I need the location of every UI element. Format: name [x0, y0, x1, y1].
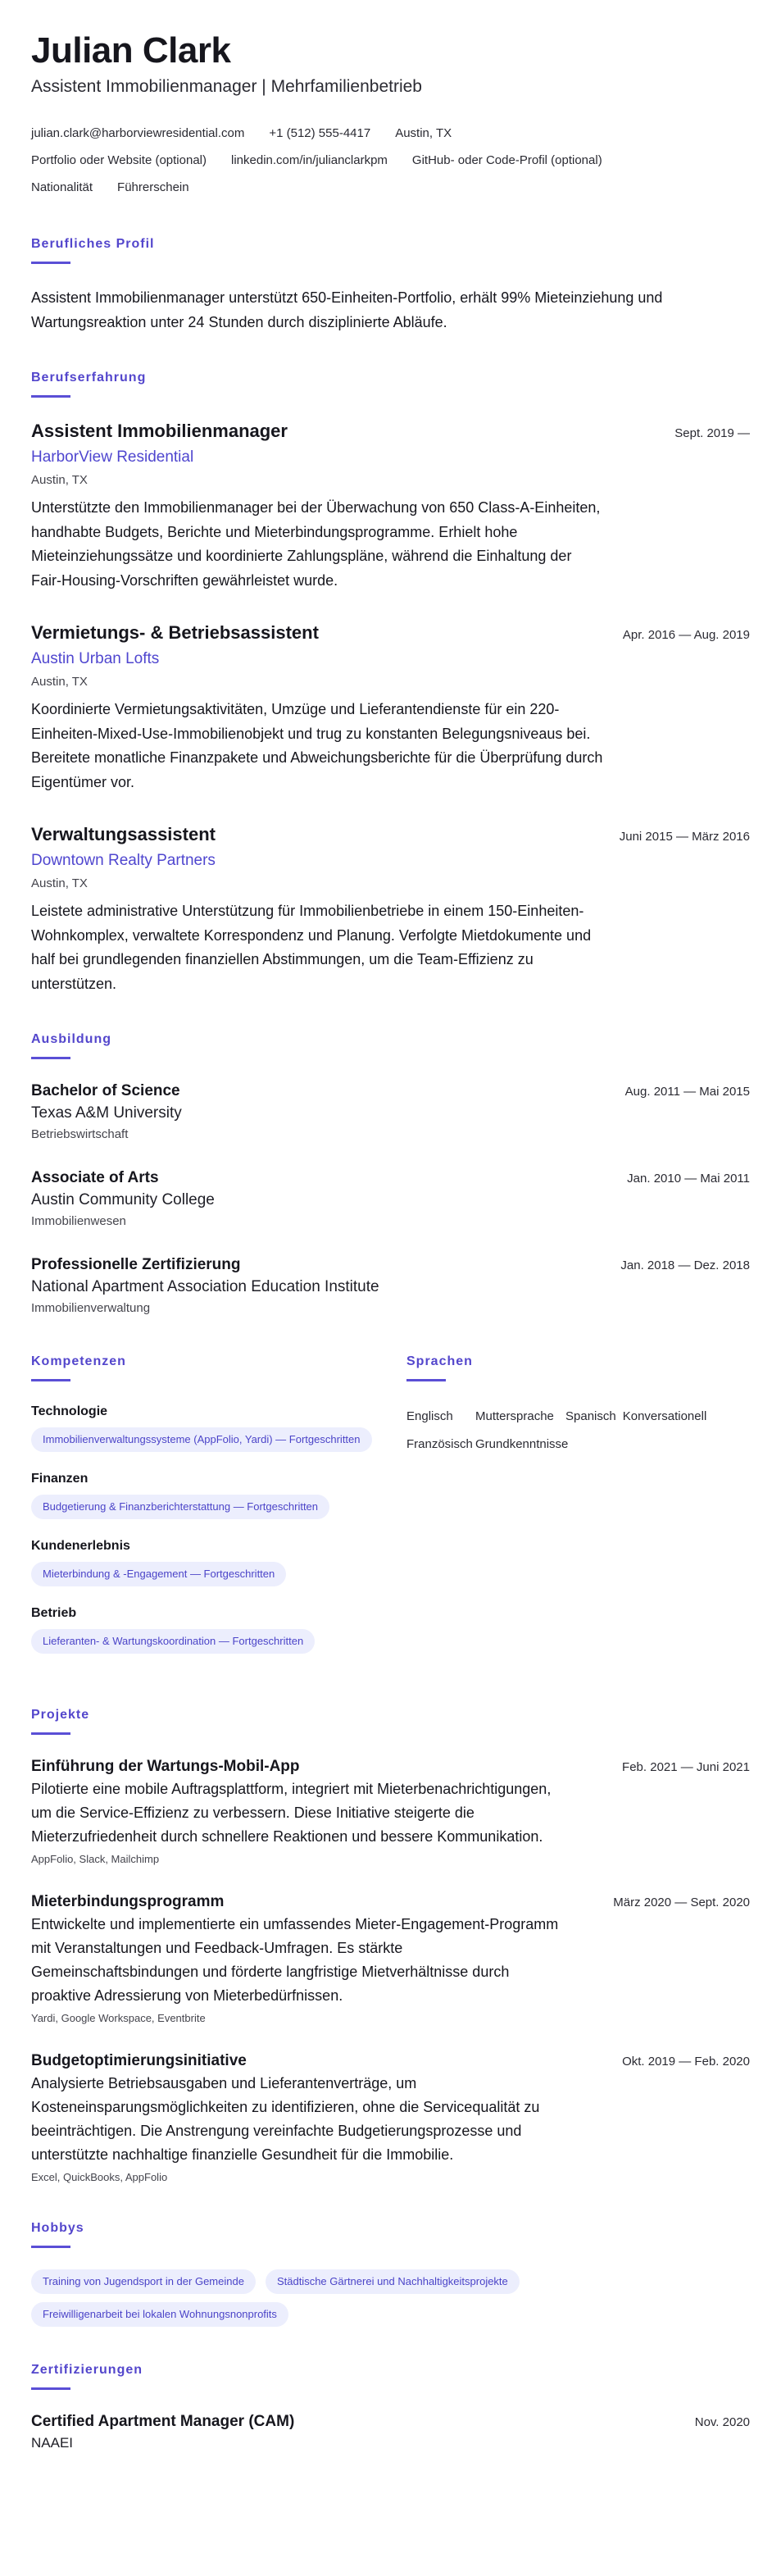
job-location: Austin, TX	[31, 876, 88, 890]
contact-location: Austin, TX	[395, 126, 452, 140]
candidate-name: Julian Clark	[31, 30, 231, 71]
job-description: Unterstützte den Immobilienmanager bei der Überwachung von 650 Class-A-Einheiten, handhabte Budgets, Berichte und Mieterbindungsprogramme. Erhielt hohe Mieteinziehungssätze und koordinierte Zahlungspläne, während die Einhaltung der Fair-Housing-Vorschriften gewährleistet wurde.	[31, 499, 601, 589]
project-tech: Excel, QuickBooks, AppFolio	[31, 2171, 168, 2183]
job-entry	[31, 419, 750, 593]
contact-email[interactable]: julian.clark@harborviewresidential.com	[31, 126, 245, 140]
job-company: Austin Urban Lofts	[31, 650, 160, 667]
project-description: Entwickelte und implementierte ein umfassendes Mieter-Engagement-Programm mit Veranstaltungen und Feedback-Umfragen. Es stärkte Gemeinschaftsbindungen und förderte langfristige Mietverhältnisse durch proaktive Adressierung von Mieterbedürfnissen.	[31, 1916, 559, 2004]
education-entry	[31, 1081, 750, 1145]
education-school: Austin Community College	[31, 1191, 215, 1208]
project-title: Budgetoptimierungsinitiative	[31, 2052, 247, 2069]
job-entry	[31, 621, 750, 794]
education-degree: Bachelor of Science	[31, 1082, 180, 1099]
job-company: HarborView Residential	[31, 448, 194, 466]
contact-info	[31, 120, 750, 201]
project-date: Okt. 2019 — Feb. 2020	[622, 2055, 750, 2069]
language-level: Konversationell	[622, 1409, 707, 1423]
job-entry	[31, 822, 750, 996]
education-degree: Associate of Arts	[31, 1169, 159, 1186]
job-date: Juni 2015 — März 2016	[619, 830, 750, 844]
education-date: Aug. 2011 — Mai 2015	[624, 1085, 750, 1099]
education-field: Betriebswirtschaft	[31, 1127, 129, 1141]
projects-section	[31, 1708, 750, 2185]
skill-chip: Lieferanten- & Wartungskoordination — Fortgeschritten	[31, 1629, 315, 1654]
contact-github[interactable]: GitHub- oder Code-Profil (optional)	[411, 153, 602, 167]
skill-chip: Immobilienverwaltungssysteme (AppFolio, Yardi) — Fortgeschritten	[31, 1427, 372, 1452]
section-title: Ausbildung	[31, 1032, 111, 1046]
section-title: Projekte	[31, 1708, 90, 1722]
certifications-section	[31, 2363, 750, 2454]
job-description: Leistete administrative Unterstützung für Immobilienbetriebe in einem 150-Einheiten-Wohnkomplex, verwaltete Korrespondenz und Planung. Verfolgte Mietdokumente und half bei grundlegenden finanziellen Abstimmungen, um die Team-Effizienz zu unterstützen.	[31, 903, 592, 992]
contact-nationality: Nationalität	[31, 180, 93, 194]
education-field: Immobilienverwaltung	[31, 1301, 151, 1315]
job-title: Vermietungs- & Betriebsassistent	[31, 622, 319, 643]
project-description: Analysierte Betriebsausgaben und Lieferantenverträge, um Kosteneinsparungsmöglichkeiten zu identifizieren, ohne die Servicequalität zu beeinträchtigen. Die Anstrengung vereinfachte Budgetierungsprozesse und unterstützte nachhaltige finanzielle Gesundheit für die Immobilie.	[31, 2075, 540, 2163]
hobby-chip: Städtische Gärtnerei und Nachhaltigkeitsprojekte	[266, 2269, 520, 2294]
project-entry	[31, 1891, 750, 2026]
section-title: Sprachen	[406, 1354, 473, 1368]
project-tech: AppFolio, Slack, Mailchimp	[31, 1853, 160, 1865]
project-entry	[31, 2050, 750, 2185]
hobbies-section	[31, 2221, 750, 2327]
language-name: Spanisch	[565, 1409, 616, 1423]
hobby-list	[31, 2269, 670, 2327]
project-title: Einführung der Wartungs-Mobil-App	[31, 1758, 300, 1775]
hobby-chip: Training von Jugendsport in der Gemeinde	[31, 2269, 256, 2294]
education-section	[31, 1032, 750, 1318]
job-company: Downtown Realty Partners	[31, 852, 216, 869]
profile-summary: Assistent Immobilienmanager unterstützt 650-Einheiten-Portfolio, erhält 99% Mieteinziehung und Wartungsreaktion unter 24 Stunden durch disziplinierte Abläufe.	[31, 289, 663, 330]
contact-portfolio[interactable]: Portfolio oder Website (optional)	[31, 153, 207, 167]
skill-chip: Budgetierung & Finanzberichterstattung — Fortgeschritten	[31, 1495, 329, 1519]
candidate-headline: Assistent Immobilienmanager | Mehrfamilienbetrieb	[31, 77, 422, 96]
profile-section	[31, 237, 750, 335]
project-description: Pilotierte eine mobile Auftragsplattform, integriert mit Mieterbenachrichtigungen, um die Service-Effizienz zu verbessern. Diese Initiative steigerte die Mieterzufriedenheit durch schnellere Reaktionen und bessere Kommunikation.	[31, 1781, 552, 1845]
job-description: Koordinierte Vermietungsaktivitäten, Umzüge und Lieferantendienste für ein 220-Einheiten-Mixed-Use-Immobilienobjekt und trug zu konstanten Belegungsniveaus bei. Bereitete monatliche Finanzpakete und Abweichungsberichte für die Überprüfung durch Eigentümer vor.	[31, 701, 603, 790]
job-title: Verwaltungsassistent	[31, 824, 216, 844]
resume-header	[31, 30, 750, 201]
skill-chip: Mieterbindung & -Engagement — Fortgeschritten	[31, 1562, 286, 1586]
education-date: Jan. 2018 — Dez. 2018	[620, 1258, 750, 1272]
hobby-chip: Freiwilligenarbeit bei lokalen Wohnungsnonprofits	[31, 2302, 288, 2327]
language-name: Französisch	[406, 1437, 473, 1451]
language-level: Muttersprache	[475, 1409, 554, 1423]
project-date: März 2020 — Sept. 2020	[613, 1896, 750, 1909]
education-entry	[31, 1167, 750, 1231]
section-divider	[31, 1379, 70, 1381]
language-level: Grundkenntnisse	[475, 1437, 569, 1451]
section-divider	[31, 395, 70, 398]
certification-title: Certified Apartment Manager (CAM)	[31, 2413, 295, 2430]
skill-category: Technologie	[31, 1404, 108, 1418]
section-divider	[406, 1379, 446, 1381]
section-divider	[31, 2246, 70, 2248]
section-title: Kompetenzen	[31, 1354, 126, 1368]
contact-license: Führerschein	[117, 180, 189, 194]
languages-list	[406, 1403, 750, 1459]
skill-category: Finanzen	[31, 1472, 89, 1486]
project-tech: Yardi, Google Workspace, Eventbrite	[31, 2012, 206, 2024]
contact-linkedin[interactable]: linkedin.com/in/julianclarkpm	[231, 153, 388, 167]
section-title: Hobbys	[31, 2221, 84, 2235]
section-divider	[31, 262, 70, 264]
languages-section	[406, 1354, 750, 1672]
skills-languages-row	[31, 1354, 750, 1672]
job-date: Apr. 2016 — Aug. 2019	[622, 628, 750, 642]
section-title: Berufliches Profil	[31, 237, 155, 251]
skill-group	[31, 1470, 374, 1519]
project-title: Mieterbindungsprogramm	[31, 1893, 225, 1910]
contact-phone[interactable]: +1 (512) 555-4417	[269, 126, 371, 140]
education-school: Texas A&M University	[31, 1104, 182, 1122]
education-school: National Apartment Association Education Institute	[31, 1278, 379, 1295]
certification-date: Nov. 2020	[694, 2415, 750, 2429]
job-date: Sept. 2019 —	[674, 426, 750, 440]
section-divider	[31, 1057, 70, 1059]
skill-category: Kundenerlebnis	[31, 1539, 130, 1553]
language-name: Englisch	[406, 1409, 453, 1423]
project-date: Feb. 2021 — Juni 2021	[622, 1760, 750, 1774]
section-title: Zertifizierungen	[31, 2363, 143, 2377]
certification-issuer: NAAEI	[31, 2435, 74, 2451]
education-degree: Professionelle Zertifizierung	[31, 1256, 241, 1273]
section-divider	[31, 2387, 70, 2390]
skill-group	[31, 1403, 374, 1452]
education-entry	[31, 1254, 750, 1318]
education-field: Immobilienwesen	[31, 1214, 126, 1228]
certification-entry	[31, 2411, 750, 2454]
skill-category: Betrieb	[31, 1606, 77, 1620]
education-date: Jan. 2010 — Mai 2011	[627, 1172, 750, 1186]
skill-group	[31, 1537, 374, 1586]
job-location: Austin, TX	[31, 675, 88, 689]
section-divider	[31, 1732, 70, 1735]
project-entry	[31, 1756, 750, 1867]
job-title: Assistent Immobilienmanager	[31, 421, 288, 441]
section-title: Berufserfahrung	[31, 371, 147, 385]
experience-section	[31, 371, 750, 996]
job-location: Austin, TX	[31, 473, 88, 487]
skills-section	[31, 1354, 374, 1672]
skill-group	[31, 1604, 374, 1654]
